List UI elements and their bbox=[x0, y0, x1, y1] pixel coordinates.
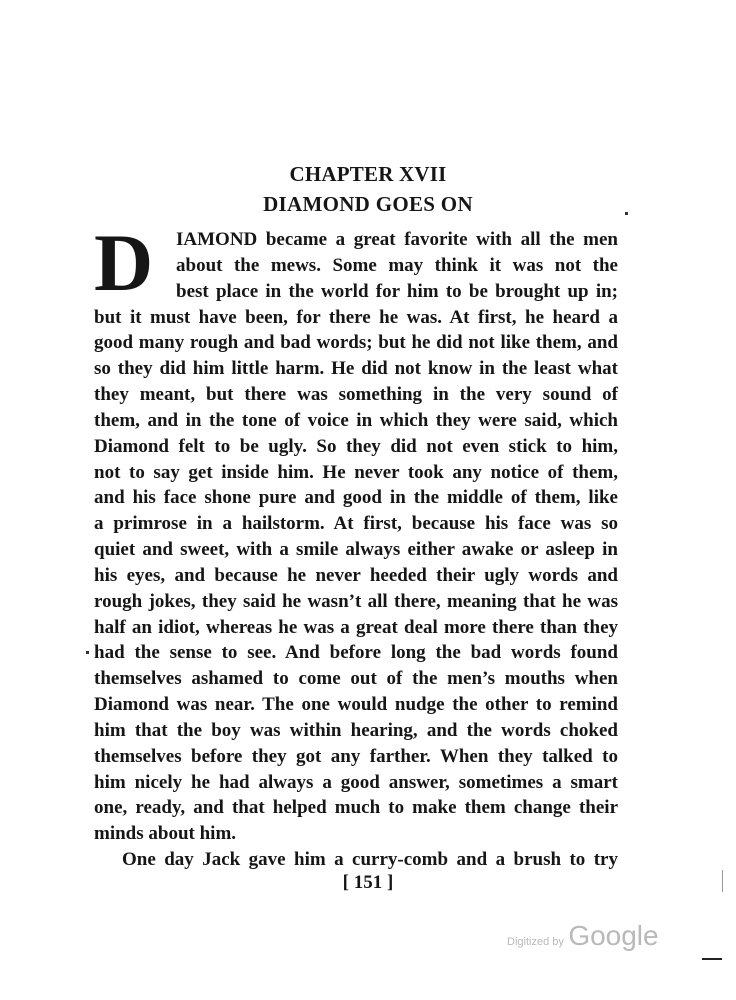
scan-speck bbox=[722, 870, 723, 892]
text-line: but it must have been, for there he was. At first, he heard a bbox=[94, 307, 618, 328]
text-line: half an idiot, whereas he was a great deal more there than they bbox=[94, 617, 618, 638]
text-line: good many rough and bad words; but he did not like them, and bbox=[94, 332, 618, 353]
watermark-logo: Google bbox=[568, 920, 659, 951]
drop-cap: D bbox=[94, 217, 154, 308]
text-line: him that the boy was within hearing, and the words choked bbox=[94, 720, 618, 741]
text-line: quiet and sweet, with a smile always either awake or asleep in bbox=[94, 539, 618, 560]
text-line: One day Jack gave him a curry-comb and a brush to try bbox=[122, 849, 618, 870]
text-line: him nicely he had always a good answer, sometimes a smart bbox=[94, 772, 618, 793]
text-line: his eyes, and because he never heeded their ugly words and bbox=[94, 565, 618, 586]
scan-speck bbox=[625, 212, 628, 215]
text-line: themselves before they got any farther. When they talked to bbox=[94, 746, 618, 767]
text-line: not to say get inside him. He never took any notice of them, bbox=[94, 462, 618, 483]
text-line: rough jokes, they said he wasn’t all there, meaning that he was bbox=[94, 591, 618, 612]
text-line: Diamond was near. The one would nudge the other to remind bbox=[94, 694, 618, 715]
text-line: best place in the world for him to be brought up in; bbox=[176, 281, 618, 302]
text-line: and his face shone pure and good in the middle of them, like bbox=[94, 487, 618, 508]
text-line: one, ready, and that helped much to make them change their bbox=[94, 797, 618, 818]
text-line: them, and in the tone of voice in which they were said, which bbox=[94, 410, 618, 431]
page-number: [ 151 ] bbox=[342, 872, 394, 893]
text-line: had the sense to see. And before long the bad words found bbox=[94, 642, 618, 663]
chapter-number: CHAPTER XVII bbox=[289, 162, 447, 186]
digitized-watermark bbox=[507, 920, 659, 952]
watermark-prefix: Digitized by bbox=[507, 936, 564, 948]
text-line: themselves ashamed to come out of the men’s mouths when bbox=[94, 668, 618, 689]
chapter-title: DIAMOND GOES ON bbox=[263, 192, 473, 216]
text-line: IAMOND became a great favorite with all the men bbox=[176, 229, 618, 250]
text-line: so they did him little harm. He did not know in the least what bbox=[94, 358, 618, 379]
scan-speck bbox=[702, 958, 722, 960]
text-line: Diamond felt to be ugly. So they did not even stick to him, bbox=[94, 436, 618, 457]
text-line: about the mews. Some may think it was not the bbox=[176, 255, 618, 276]
text-line: minds about him. bbox=[94, 823, 237, 844]
text-line: a primrose in a hailstorm. At first, because his face was so bbox=[94, 513, 618, 534]
text-line: they meant, but there was something in the very sound of bbox=[94, 384, 618, 405]
scan-speck bbox=[86, 651, 89, 654]
